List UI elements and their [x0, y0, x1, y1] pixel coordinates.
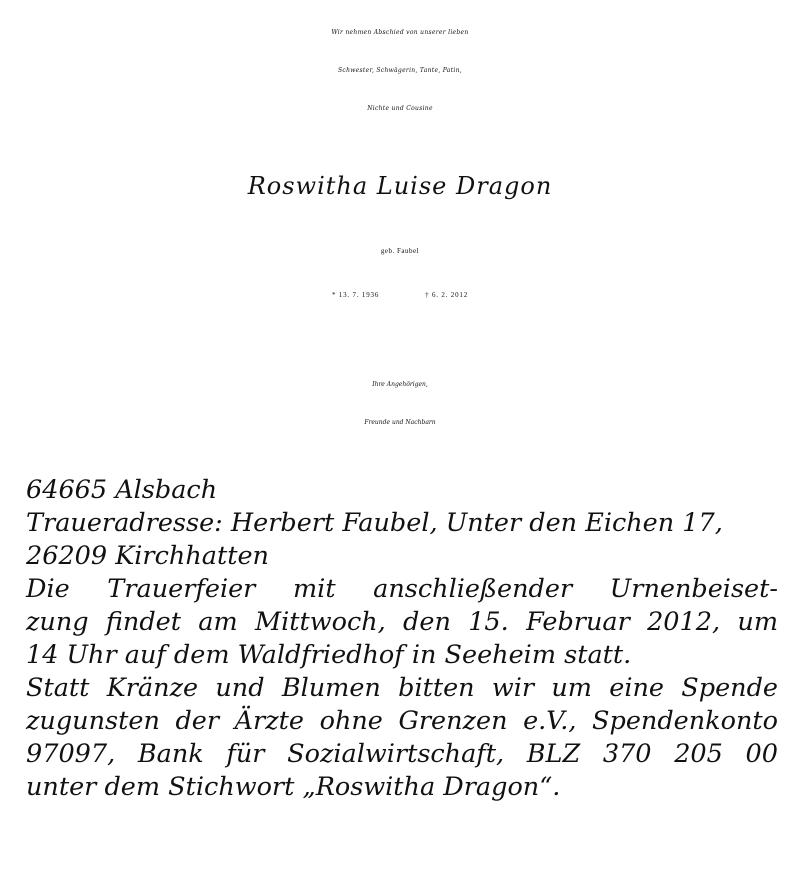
address-line: Traueradresse: Herbert Faubel, Unter den Eichen 17, — [26, 508, 723, 538]
service-line: zung findet am Mittwoch, den 15. Februar 2012, um — [26, 607, 778, 637]
donation-line: Statt Kränze und Blumen bitten wir um eine Spende — [26, 673, 778, 703]
donation-line: zugunsten der Ärzte ohne Grenzen e.V., Spendenkonto — [26, 706, 778, 736]
death-date: † 6. 2. 2012 — [425, 291, 468, 299]
donation-line: 97097, Bank für Sozialwirtschaft, BLZ 370 205 00 — [26, 739, 778, 769]
deceased-name: Roswitha Luise Dragon — [247, 172, 553, 200]
mourners-text — [0, 366, 800, 442]
mourners-line: Ihre Angehörigen, — [372, 381, 428, 388]
place-line: 64665 Alsbach — [26, 475, 218, 505]
birth-date: * 13. 7. 1936 — [331, 291, 380, 299]
mourners-line: Freunde und Nachbarn — [364, 419, 436, 426]
service-line: Die Trauerfeier mit anschließender Urnenbeiset- — [26, 574, 778, 604]
notice-details — [26, 474, 778, 804]
intro-line: Nichte und Cousine — [367, 105, 433, 112]
birth-name: geb. Faubel — [380, 247, 420, 255]
life-dates — [0, 278, 800, 312]
intro-text — [0, 14, 800, 128]
donation-line: unter dem Stichwort „Roswitha Dragon“. — [26, 772, 561, 802]
intro-line: Wir nehmen Abschied von unserer lieben — [331, 29, 469, 36]
address-line: 26209 Kirchhatten — [26, 541, 269, 571]
service-line: 14 Uhr auf dem Waldfriedhof in Seeheim statt. — [26, 640, 632, 670]
intro-line: Schwester, Schwägerin, Tante, Patin, — [338, 67, 462, 74]
